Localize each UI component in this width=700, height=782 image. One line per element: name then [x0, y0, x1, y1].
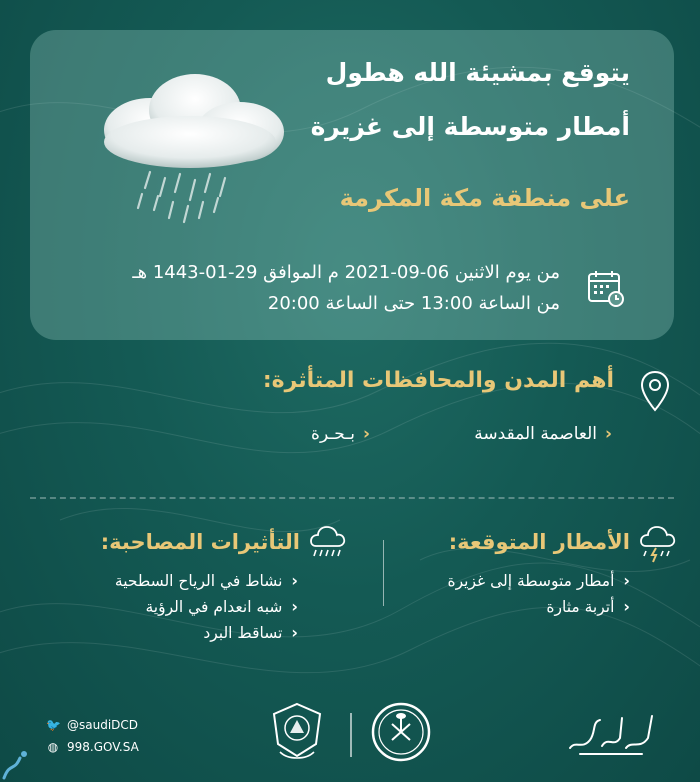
- civil-defense-emblem: [266, 700, 328, 764]
- effects-item: [115, 571, 298, 590]
- effects-item: [145, 597, 298, 616]
- region-title: على منطقة مكة المكرمة: [339, 184, 630, 212]
- chevron-left-icon: ‹: [291, 571, 298, 590]
- city-label: بـحـرة: [311, 424, 355, 444]
- logo-calligraphy: [562, 710, 660, 760]
- ministry-emblem: [370, 700, 432, 764]
- calendar-clock-icon: [586, 268, 626, 308]
- twitter-icon: 🐦: [46, 718, 61, 732]
- cities-title: أهم المدن والمحافظات المتأثرة:: [262, 368, 614, 393]
- expected-rain-item: [546, 597, 630, 616]
- chevron-left-icon: ‹: [623, 571, 630, 590]
- effects-title: التأثيرات المصاحبة:: [100, 530, 300, 554]
- city-label: العاصمة المقدسة: [474, 424, 597, 444]
- headline-line2: أمطار متوسطة إلى غزيرة: [310, 112, 630, 141]
- expected-rain-label: أتربة مثارة: [546, 598, 615, 616]
- footer-divider: [350, 713, 352, 757]
- cloud-rain-illustration: [80, 70, 300, 230]
- chevron-left-icon: ‹: [291, 597, 298, 616]
- expected-rain-title: الأمطار المتوقعة:: [448, 530, 630, 554]
- chevron-left-icon: ‹: [362, 424, 370, 444]
- rain-cloud-icon: [306, 522, 348, 564]
- watermark-logo: [0, 742, 34, 782]
- website-label: 998.GOV.SA: [67, 740, 139, 754]
- effects-label: تساقط البرد: [203, 624, 283, 642]
- location-pin-icon: [640, 370, 670, 412]
- expected-rain-label: أمطار متوسطة إلى غزيرة: [447, 572, 615, 590]
- time-line: من الساعة 13:00 حتى الساعة 20:00: [267, 293, 560, 314]
- storm-cloud-icon: [636, 522, 678, 564]
- chevron-left-icon: ‹: [604, 424, 612, 444]
- effects-label: نشاط في الرياح السطحية: [114, 572, 283, 590]
- date-line: من يوم الاثنين 06-09-2021 م الموافق 29-01-1443 هـ: [132, 262, 560, 283]
- section-divider: [30, 497, 674, 499]
- city-item: [474, 424, 612, 444]
- twitter-handle[interactable]: [46, 718, 138, 732]
- twitter-label: @saudiDCD: [67, 718, 139, 732]
- expected-rain-item: [448, 571, 631, 590]
- chevron-left-icon: ‹: [291, 623, 298, 642]
- city-item: [311, 424, 370, 444]
- website-link[interactable]: [46, 740, 139, 754]
- globe-icon: ◍: [47, 740, 59, 754]
- effects-item: [203, 623, 298, 642]
- effects-label: شبه انعدام في الرؤية: [145, 598, 283, 616]
- headline-line1: يتوقع بمشيئة الله هطول: [325, 58, 630, 87]
- column-divider: [383, 540, 384, 606]
- chevron-left-icon: ‹: [623, 597, 630, 616]
